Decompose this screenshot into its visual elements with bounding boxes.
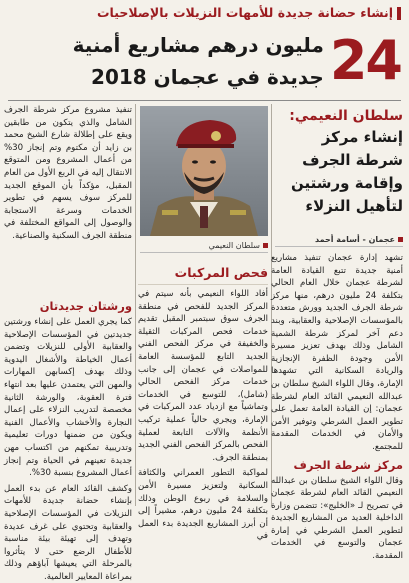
- byline: [275, 232, 403, 247]
- caption-marker: [263, 243, 268, 248]
- paragraph: كما يجري العمل على إنشاء ورشتين جديدتين في المؤسسات الإصلاحية والعقابية الأولى للنزيلات وتضمن أعمال الخياطة والأشغال اليدوية وذلك بهدف إكسابهن المهارات والمهن التي يعتمدن عليها بعد انتهاء فترة العقوبة، والورشة الثانية مخصصة لتدريب النزلاء على إعمال النجارة والأخشاب والأعمال الفنية ويكون من ضمنها دورات تعليمية وتدريبية تمكنهم من اكتساب مهن جديدة تعينهم في الحياة وتم إنجاز أعمال المشروع بنسبة 30%.: [4, 317, 132, 479]
- paragraph: أفاد اللواء النعيمي بأنه سيتم في المركز الجديد للفحص في منطقة الجرف سوق سبتمبر المقبل تقديم خدمات فحص المركبات الثقيلة والخفيفة في مركز الفحص الفني الجديد التابع للمؤسسة العامة للمواصلات في عجمان إلى جانب خدمات مركز الفحص الحالي (شامل)، للتوسع في الخدمات وتماشياً مع ازدياد عدد المركبات في الإمارة، ويجري حالياً عملية تركيب الأنظمة والآلات التابعة لعملية الفحص بالمركز الفحص الفني الجديد بمنطقة الجرف.: [138, 289, 268, 463]
- byline-text: عجمان - أسامة أحمد: [314, 234, 395, 244]
- side-title-line-3: وإقامة ورشتين: [291, 174, 403, 192]
- paragraph: تشهد إدارة عجمان تنفيذ مشاريع أمنية جديدة تتبع القيادة العامة لشرطة عجمان خلال العام الحالي بتكلفة 24 مليون درهم، منها مركز شرطة الجرف الجديد وورش متعددة بالمؤسسات الإصلاحية والعقابية، وبند دعم آخر لمركز شرطة الشمية الشامل وذلك بهدف تعزيز مسيرة الأمن وجودة الظفرة الإنجازية والريادة السكانية التي تشهدها الإمارة، وقال اللواء الشيخ سلطان بن عبدالله النعيمي القائد العام لشرطة عجمان: إن القيادة العامة تعمل على تطوير العمل الشرطي وتوفير الأمن والأمان في الخدمات المقدمة للمجتمع.: [271, 253, 403, 452]
- main-headline: [8, 26, 401, 96]
- side-title-line-1: إنشاء مركز: [321, 128, 403, 146]
- caption-text: سلطان النعيمي: [208, 240, 260, 250]
- officer-portrait-image: [140, 106, 268, 236]
- article-left-top: [4, 104, 132, 292]
- paragraph: لمواكبة التطور العمراني والكثافة السكانية ولتعزيز مسيرة الأمن والسلامة في ربوع الوطن وذلك بتكلفة 24 مليون درهم، مشيراً إلى أن أبرز المشاريع الجديدة بدء العمل في: [138, 468, 268, 542]
- article-right-bottom: [271, 252, 403, 562]
- side-title-line-4: لتأهيل النزلاء: [305, 197, 403, 215]
- paragraph: تنفيذ مشروع مركز شرطة الجرف الشامل والذي يتكون من طابقين ويقع على إطلالة شارع الشيخ محمد بن زايد أن مكتوم وتم إنجاز 30% من أعمال المشروع ومن المتوقع الانتقال إليه في الربع الأول من العام المقبل، مؤكداً بأن الموقع الجديد للمركز سوف يسهم في تطوير الخدمات وسرعة الاستجابة والوصول إلى المواقع المختلفة في منطقة الجرف السكنية والصناعية.: [4, 105, 132, 241]
- headline-line-1: مليون درهم مشاريع أمنية: [72, 33, 324, 57]
- paragraph: وقال اللواء الشيخ سلطان بن عبدالله النعيمي القائد العام لشرطة عجمان في تصريح لـ «الخليج»: تتضمن وزارة الداخلية العديد من المشاريع الجديدة لتطوير العمل الشرطي في إمارة عجمان والتوسع في الخدمات المقدمة.: [271, 475, 403, 562]
- article-left-bottom: [4, 296, 132, 582]
- officer-photo: [140, 106, 268, 236]
- side-title-line-2: شرطة الجرف: [302, 151, 403, 169]
- subhead-workshops: ورشتان جديدتان: [39, 299, 132, 313]
- article-middle: [138, 262, 268, 542]
- headline-divider: [8, 100, 401, 101]
- photo-caption: [140, 238, 268, 253]
- column-separator-left: [135, 104, 136, 506]
- subhead-jurf-station: مركز شرطة الجرف: [293, 457, 403, 472]
- byline-marker: [398, 237, 403, 242]
- side-title-block: [275, 106, 403, 228]
- vehicle-inspection-title: فحص المركبات: [138, 264, 268, 285]
- kicker-text: إنشاء حضانة جديدة للأمهات النزيلات بالإصلاحيات: [96, 5, 393, 20]
- headline-number: 24: [329, 29, 401, 92]
- kicker-bar: [397, 7, 401, 20]
- headline-lines: [73, 29, 324, 93]
- side-speaker-name: سلطان النعيمي:: [289, 108, 403, 124]
- headline-line-2: جديدة في عجمان 2018: [91, 65, 324, 89]
- kicker-headline: [8, 4, 401, 22]
- paragraph: وكشف القائد العام عن بدء العمل بإنشاء حضانة جديدة للأمهات النزيلات في المؤسسات الإصلاحية والعقابية وتحتوي على غرف عديدة وتهدف إلى تهيئة بيئة مناسبة للأطفال الرضع حتى لا يتأثروا بالمرحلة التي يعيشها آباؤهم وذلك بمراعاة المعايير العالمية.: [4, 483, 132, 582]
